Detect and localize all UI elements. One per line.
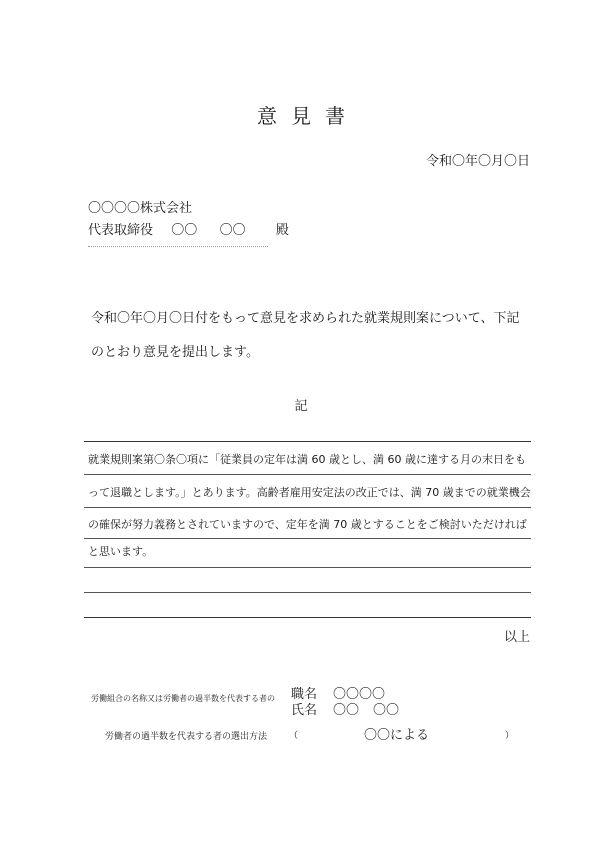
selection-method-open-paren: （ bbox=[289, 731, 299, 741]
document-title: 意見書 bbox=[257, 104, 359, 128]
body-rule bbox=[84, 538, 531, 539]
selection-method-close-paren: ） bbox=[505, 731, 515, 741]
body-line-4: と思います。 bbox=[88, 545, 154, 558]
recipient-dotted-divider bbox=[88, 246, 268, 247]
body-rule bbox=[84, 507, 531, 508]
name-value-2: 〇〇 bbox=[373, 703, 400, 718]
body-rule bbox=[84, 567, 531, 568]
body-rule bbox=[84, 617, 531, 618]
ijo-closing: 以上 bbox=[503, 630, 530, 645]
body-line-1: 就業規則案第〇条〇項に「従業員の定年は満 60 歳とし、満 60 歳に達する月の末日をも bbox=[88, 453, 526, 466]
intro-line-2: のとおり意見を提出します。 bbox=[91, 345, 259, 360]
recipient-company: 〇〇〇〇株式会社 bbox=[88, 201, 193, 216]
document-date: 令和〇年〇月〇日 bbox=[425, 154, 530, 169]
selection-method-value: 〇〇による bbox=[364, 728, 430, 743]
body-rule bbox=[84, 474, 531, 475]
body-line-2: って退職とします。」とあります。高齢者雇用安定法の改正では、満 70 歳までの就業機会 bbox=[88, 486, 531, 499]
job-title-value: 〇〇〇〇 bbox=[333, 687, 386, 702]
name-label: 氏名 bbox=[291, 703, 318, 718]
body-rule bbox=[84, 441, 531, 442]
recipient-name-part1: 〇〇 bbox=[171, 223, 198, 238]
recipient-name-part2: 〇〇 bbox=[219, 223, 246, 238]
body-line-3: の確保が努力義務とされていますので、定年を満 70 歳とすることをご検討いただければ bbox=[88, 518, 527, 531]
intro-line-1: 令和〇年〇月〇日付をもって意見を求められた就業規則案について、下記 bbox=[91, 311, 520, 326]
representative-label: 労働組合の名称又は労働者の過半数を代表する者の bbox=[91, 694, 275, 703]
recipient-honorific: 殿 bbox=[275, 223, 289, 238]
body-rule bbox=[84, 592, 531, 593]
recipient-position: 代表取締役 bbox=[88, 223, 154, 238]
selection-method-label: 労働者の過半数を代表する者の選出方法 bbox=[105, 732, 268, 742]
job-title-label: 職名 bbox=[291, 687, 318, 702]
recipient-line bbox=[88, 219, 289, 238]
ki-heading: 記 bbox=[294, 399, 308, 414]
name-value-1: 〇〇 bbox=[333, 703, 360, 718]
